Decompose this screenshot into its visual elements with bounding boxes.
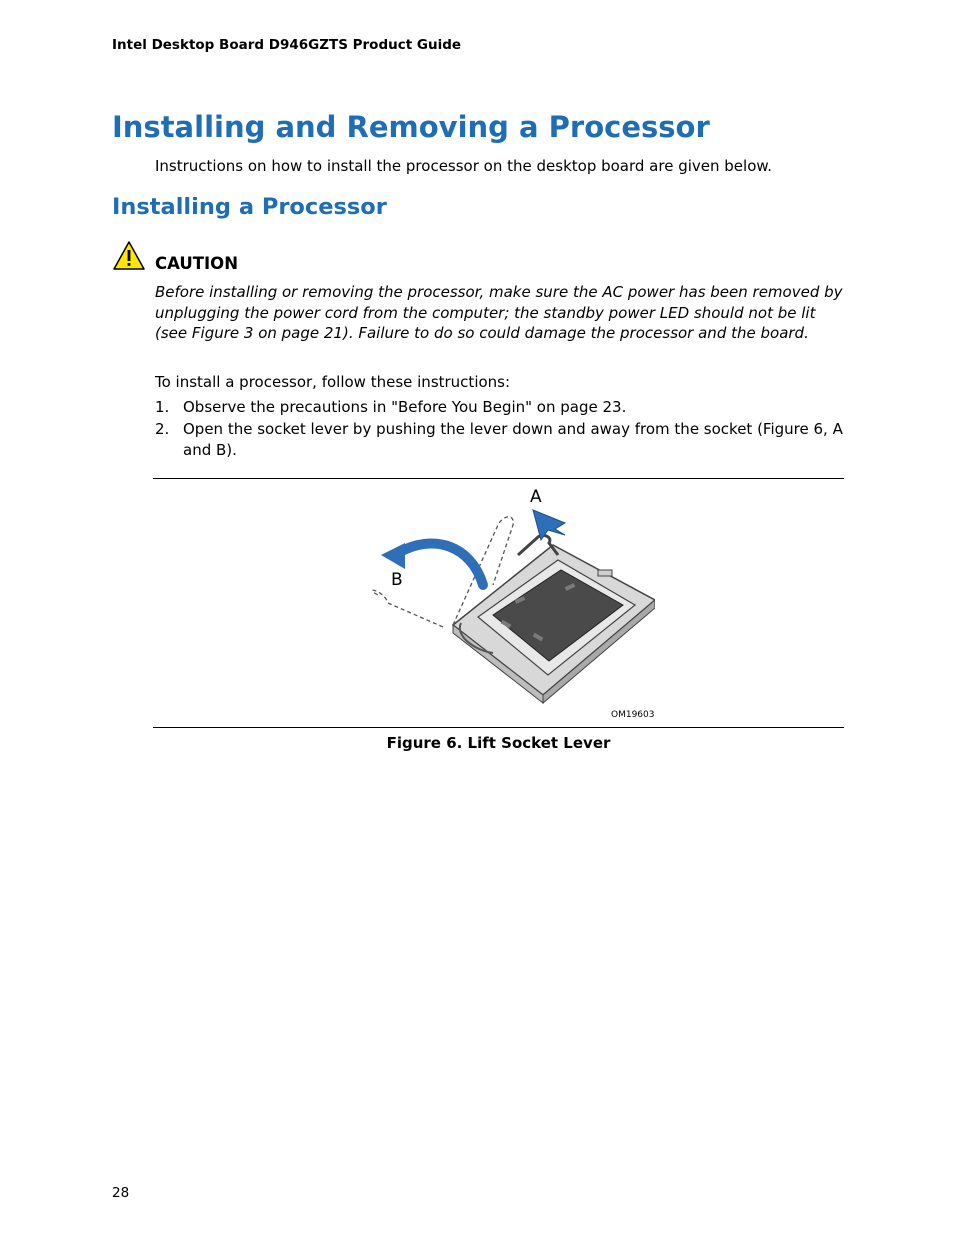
instruction-steps xyxy=(155,397,845,462)
figure-label-b: B xyxy=(391,570,403,590)
warning-triangle-icon xyxy=(112,240,146,272)
step-text: Observe the precautions in "Before You Begin" on page 23. xyxy=(183,398,627,416)
figure-label-a: A xyxy=(530,487,542,507)
figure-id: OM19603 xyxy=(611,710,655,720)
section-title: Installing and Removing a Processor xyxy=(112,110,710,144)
list-item xyxy=(155,419,845,461)
socket-lever-figure xyxy=(343,485,655,721)
caution-text: Before installing or removing the processor, make sure the AC power has been removed by unplugging the power cord from the computer; the standby power LED should not be lit (see Figure 3 on page 21). Failure to do so could damage the processor and the board. xyxy=(155,283,843,342)
step-text: Open the socket lever by pushing the lever down and away from the socket (Figure 6, A and B). xyxy=(183,420,843,459)
figure-bottom-rule xyxy=(153,727,844,728)
step-number: 2. xyxy=(155,420,170,438)
section-intro: Instructions on how to install the processor on the desktop board are given below. xyxy=(155,157,773,175)
figure-top-rule xyxy=(153,478,844,479)
page-number: 28 xyxy=(112,1185,130,1201)
list-item xyxy=(155,397,845,418)
caution-title: CAUTION xyxy=(155,254,238,273)
step-number: 1. xyxy=(155,398,170,416)
instructions-lead: To install a processor, follow these instructions: xyxy=(155,373,511,391)
subsection-title: Installing a Processor xyxy=(112,194,387,220)
running-header: Intel Desktop Board D946GZTS Product Guide xyxy=(112,37,462,53)
figure-caption: Figure 6. Lift Socket Lever xyxy=(386,734,611,752)
